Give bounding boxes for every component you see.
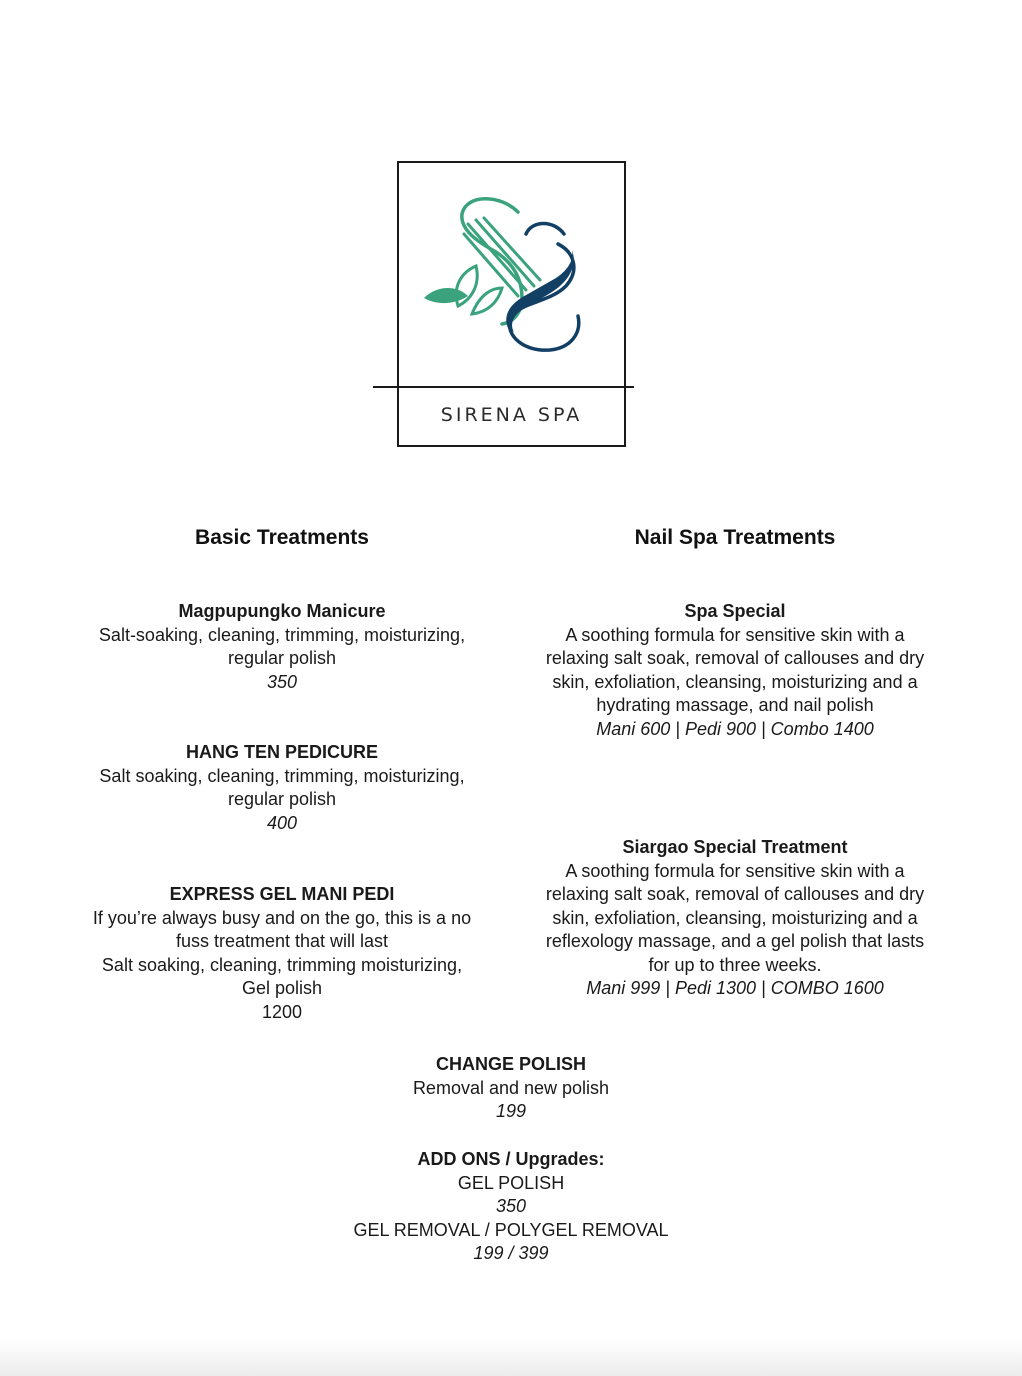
change-polish-desc: Removal and new polish	[412, 1077, 610, 1098]
addons-title: ADD ONS / Upgrades:	[417, 1149, 605, 1169]
treatment-title: Magpupungko Manicure	[178, 601, 386, 621]
change-polish-title: CHANGE POLISH	[435, 1054, 586, 1074]
treatment-title: HANG TEN PEDICURE	[185, 742, 378, 762]
basic-heading: Basic Treatments	[195, 526, 369, 549]
sirena-spa-logo-icon	[418, 190, 598, 360]
treatment-express-gel	[62, 883, 502, 1024]
logo-text: SIRENA SPA	[440, 404, 583, 426]
treatment-desc-line: relaxing salt soak, removal of callouses and dry	[545, 884, 925, 904]
treatment-price: 350	[266, 671, 298, 692]
treatment-desc-line: skin, exfoliation, cleansing, moisturizing and a	[552, 671, 918, 692]
treatment-desc-line: reflexology massage, and a gel polish that lasts	[545, 931, 925, 951]
treatment-desc-line: for up to three weeks.	[648, 954, 822, 975]
nailspa-heading: Nail Spa Treatments	[634, 526, 836, 549]
treatment-desc-line: Gel polish	[241, 978, 323, 998]
treatment-desc-line: hydrating massage, and nail polish	[596, 695, 874, 715]
treatment-desc-line: If you’re always busy and on the go, this is a no	[92, 907, 472, 928]
treatment-desc-line: A soothing formula for sensitive skin with a	[565, 624, 905, 645]
page-bottom-edge	[0, 1340, 1022, 1376]
treatment-price: 1200	[261, 1001, 303, 1022]
treatment-hang-ten	[62, 741, 502, 835]
addon-name: GEL REMOVAL / POLYGEL REMOVAL	[353, 1219, 669, 1240]
treatment-desc-line: skin, exfoliation, cleansing, moisturizing and a	[552, 907, 918, 928]
treatment-desc-line: regular polish	[227, 648, 337, 668]
change-polish	[311, 1053, 711, 1124]
treatment-desc-line: A soothing formula for sensitive skin with a	[565, 860, 905, 881]
treatment-desc-line: Salt-soaking, cleaning, trimming, moisturizing,	[98, 624, 466, 645]
treatment-magpupungko	[62, 600, 502, 694]
treatment-desc-line: fuss treatment that will last	[175, 931, 389, 951]
treatment-spa-special	[512, 600, 958, 741]
treatment-desc-line: Salt soaking, cleaning, trimming moisturizing,	[101, 954, 463, 975]
treatment-title: EXPRESS GEL MANI PEDI	[169, 884, 395, 904]
addon-price: 199 / 399	[473, 1243, 549, 1263]
treatment-title: Spa Special	[684, 601, 786, 621]
treatment-desc-line: relaxing salt soak, removal of callouses and dry	[545, 648, 925, 668]
logo-divider	[373, 386, 634, 388]
addon-name: GEL POLISH	[457, 1172, 565, 1193]
change-polish-price: 199	[495, 1101, 527, 1121]
treatment-desc-line: Salt soaking, cleaning, trimming, moisturizing,	[99, 765, 465, 786]
treatment-price: 400	[266, 812, 298, 833]
treatment-siargao-special	[512, 836, 958, 1001]
treatment-price: Mani 999 | Pedi 1300 | COMBO 1600	[586, 978, 884, 998]
treatment-title: Siargao Special Treatment	[622, 837, 848, 857]
treatment-desc-line: regular polish	[227, 789, 337, 809]
addons	[261, 1148, 761, 1266]
addon-price: 350	[495, 1196, 527, 1216]
treatment-price: Mani 600 | Pedi 900 | Combo 1400	[596, 718, 874, 739]
